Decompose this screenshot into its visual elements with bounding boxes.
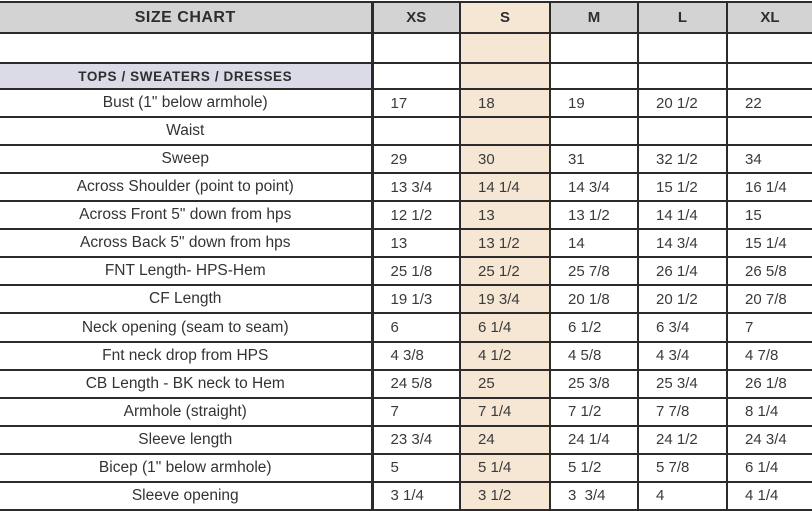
row-label: FNT Length- HPS-Hem <box>0 257 372 285</box>
size-value-cell: 13 <box>460 201 550 229</box>
size-value-cell: 3 1/2 <box>460 482 550 510</box>
size-value-cell: 14 <box>550 229 638 257</box>
size-header-xs: XS <box>372 2 460 33</box>
size-value-cell: 26 1/8 <box>727 370 812 398</box>
size-value-cell: 7 1/4 <box>460 398 550 426</box>
size-value-cell: 4 5/8 <box>550 342 638 370</box>
row-label: Across Shoulder (point to point) <box>0 173 372 201</box>
size-value-cell <box>638 117 727 145</box>
size-value-cell: 6 1/4 <box>460 313 550 341</box>
table-row <box>0 117 812 145</box>
size-value-cell: 7 1/2 <box>550 398 638 426</box>
table-row <box>0 370 812 398</box>
size-value-cell: 6 1/2 <box>550 313 638 341</box>
size-value-cell: 4 <box>638 482 727 510</box>
size-value-cell: 3 1/4 <box>372 482 460 510</box>
size-value-cell: 29 <box>372 145 460 173</box>
size-value-cell: 13 3/4 <box>372 173 460 201</box>
size-value-cell: 5 7/8 <box>638 454 727 482</box>
table-row <box>0 145 812 173</box>
size-value-cell <box>550 33 638 63</box>
size-value-cell: 26 1/4 <box>638 257 727 285</box>
section-header-label: TOPS / SWEATERS / DRESSES <box>0 63 372 89</box>
size-value-cell: 14 1/4 <box>638 201 727 229</box>
size-value-cell: 25 <box>460 370 550 398</box>
size-value-cell: 13 1/2 <box>550 201 638 229</box>
size-value-cell: 7 <box>372 398 460 426</box>
size-value-cell: 14 3/4 <box>638 229 727 257</box>
size-value-cell: 4 3/8 <box>372 342 460 370</box>
size-value-cell: 19 <box>550 89 638 117</box>
table-row <box>0 257 812 285</box>
size-value-cell <box>460 63 550 89</box>
size-value-cell: 6 3/4 <box>638 313 727 341</box>
row-label: Across Back 5" down from hps <box>0 229 372 257</box>
size-value-cell: 25 3/4 <box>638 370 727 398</box>
table-row <box>0 229 812 257</box>
size-value-cell: 25 1/2 <box>460 257 550 285</box>
size-header-s: S <box>460 2 550 33</box>
size-value-cell: 17 <box>372 89 460 117</box>
size-value-cell: 25 7/8 <box>550 257 638 285</box>
size-value-cell: 34 <box>727 145 812 173</box>
size-value-cell: 24 1/4 <box>550 426 638 454</box>
row-label: Bust (1" below armhole) <box>0 89 372 117</box>
row-label: Neck opening (seam to seam) <box>0 313 372 341</box>
size-value-cell: 25 3/8 <box>550 370 638 398</box>
table-row <box>0 201 812 229</box>
size-value-cell: 22 <box>727 89 812 117</box>
table-row <box>0 173 812 201</box>
size-value-cell: 5 1/4 <box>460 454 550 482</box>
size-value-cell: 16 1/4 <box>727 173 812 201</box>
size-value-cell: 23 3/4 <box>372 426 460 454</box>
size-value-cell: 5 <box>372 454 460 482</box>
size-value-cell <box>372 63 460 89</box>
table-row <box>0 342 812 370</box>
table-row <box>0 33 812 63</box>
size-value-cell: 6 <box>372 313 460 341</box>
size-value-cell: 7 <box>727 313 812 341</box>
table-row <box>0 398 812 426</box>
size-value-cell: 20 7/8 <box>727 285 812 313</box>
size-value-cell: 25 1/8 <box>372 257 460 285</box>
size-value-cell: 5 1/2 <box>550 454 638 482</box>
size-value-cell: 15 1/2 <box>638 173 727 201</box>
size-value-cell: 20 1/2 <box>638 285 727 313</box>
size-value-cell: 20 1/2 <box>638 89 727 117</box>
size-value-cell: 4 1/4 <box>727 482 812 510</box>
row-label: Fnt neck drop from HPS <box>0 342 372 370</box>
section-row <box>0 63 812 89</box>
size-value-cell <box>727 117 812 145</box>
row-label: Armhole (straight) <box>0 398 372 426</box>
size-value-cell: 3 3/4 <box>550 482 638 510</box>
size-value-cell: 24 <box>460 426 550 454</box>
size-value-cell: 24 5/8 <box>372 370 460 398</box>
size-value-cell: 20 1/8 <box>550 285 638 313</box>
size-value-cell: 18 <box>460 89 550 117</box>
size-header-m: M <box>550 2 638 33</box>
row-label: CB Length - BK neck to Hem <box>0 370 372 398</box>
size-value-cell: 32 1/2 <box>638 145 727 173</box>
table-row <box>0 426 812 454</box>
size-table-body <box>0 33 812 510</box>
row-label: Sleeve opening <box>0 482 372 510</box>
size-value-cell <box>638 33 727 63</box>
size-value-cell: 14 3/4 <box>550 173 638 201</box>
size-value-cell <box>638 63 727 89</box>
table-row <box>0 285 812 313</box>
size-chart-table <box>0 1 812 511</box>
table-row <box>0 454 812 482</box>
row-label: Across Front 5" down from hps <box>0 201 372 229</box>
row-label: Sleeve length <box>0 426 372 454</box>
row-label: Bicep (1" below armhole) <box>0 454 372 482</box>
size-value-cell: 30 <box>460 145 550 173</box>
size-value-cell: 19 1/3 <box>372 285 460 313</box>
size-value-cell: 13 <box>372 229 460 257</box>
size-value-cell <box>372 33 460 63</box>
table-row <box>0 313 812 341</box>
size-value-cell: 4 3/4 <box>638 342 727 370</box>
chart-title: SIZE CHART <box>0 2 372 33</box>
size-value-cell: 31 <box>550 145 638 173</box>
size-value-cell <box>550 63 638 89</box>
size-value-cell: 15 <box>727 201 812 229</box>
table-row <box>0 482 812 510</box>
size-value-cell: 12 1/2 <box>372 201 460 229</box>
size-value-cell: 7 7/8 <box>638 398 727 426</box>
size-value-cell: 8 1/4 <box>727 398 812 426</box>
size-value-cell <box>460 117 550 145</box>
size-value-cell: 26 5/8 <box>727 257 812 285</box>
size-value-cell: 4 1/2 <box>460 342 550 370</box>
size-value-cell <box>372 117 460 145</box>
row-label: Waist <box>0 117 372 145</box>
size-header-l: L <box>638 2 727 33</box>
table-row <box>0 89 812 117</box>
size-value-cell: 4 7/8 <box>727 342 812 370</box>
size-value-cell <box>727 33 812 63</box>
size-value-cell: 13 1/2 <box>460 229 550 257</box>
size-value-cell: 6 1/4 <box>727 454 812 482</box>
header-row <box>0 2 812 33</box>
row-label: Sweep <box>0 145 372 173</box>
size-value-cell: 15 1/4 <box>727 229 812 257</box>
row-label <box>0 33 372 63</box>
size-value-cell <box>460 33 550 63</box>
size-value-cell: 24 3/4 <box>727 426 812 454</box>
row-label: CF Length <box>0 285 372 313</box>
size-value-cell: 24 1/2 <box>638 426 727 454</box>
size-value-cell: 14 1/4 <box>460 173 550 201</box>
size-header-xl: XL <box>727 2 812 33</box>
size-value-cell <box>550 117 638 145</box>
size-value-cell <box>727 63 812 89</box>
size-value-cell: 19 3/4 <box>460 285 550 313</box>
